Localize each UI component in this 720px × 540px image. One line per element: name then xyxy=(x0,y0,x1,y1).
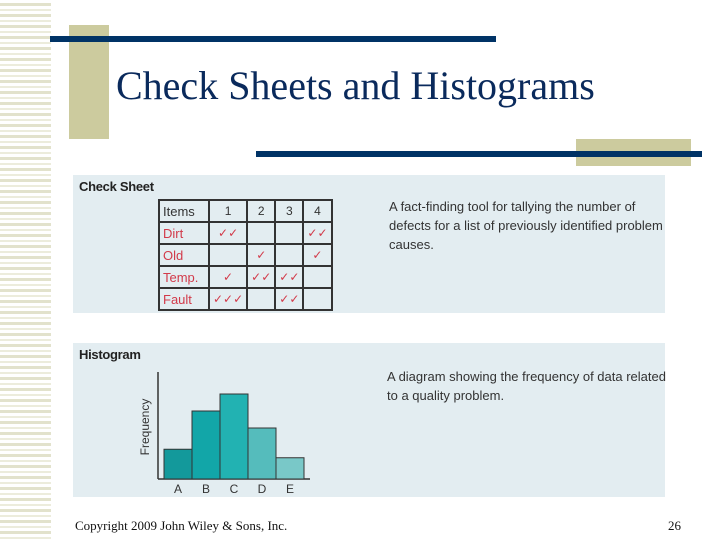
tally-cell: ✓✓ xyxy=(209,222,247,244)
tally-cell: ✓ xyxy=(247,244,275,266)
decorative-block xyxy=(69,25,109,139)
table-row xyxy=(159,288,332,310)
table-row xyxy=(159,244,332,266)
copyright: Copyright 2009 John Wiley & Sons, Inc. xyxy=(75,518,288,533)
check-sheet-table xyxy=(158,199,333,311)
tally-cell: ✓✓ xyxy=(247,266,275,288)
item-cell: Old xyxy=(159,244,209,266)
tally-cell xyxy=(275,244,303,266)
item-cell: Fault xyxy=(159,288,209,310)
decorative-rule xyxy=(256,151,702,157)
slide-title: Check Sheets and Histograms xyxy=(116,63,595,108)
histogram-bar-E xyxy=(276,458,304,479)
page-number: 26 xyxy=(668,518,681,533)
decorative-rule xyxy=(50,36,496,42)
tally-cell xyxy=(303,288,331,310)
x-tick-label: E xyxy=(285,482,295,496)
histogram-bar-D xyxy=(248,428,276,479)
x-tick-label: D xyxy=(257,482,267,496)
check-sheet-description: A fact-finding tool for tallying the number of defects for a list of previously identified problem causes. xyxy=(389,199,663,252)
check-sheet-panel xyxy=(73,175,665,313)
tally-cell xyxy=(247,222,275,244)
tally-cell: ✓ xyxy=(303,244,331,266)
tally-cell: ✓✓✓ xyxy=(209,288,247,310)
item-cell: Dirt xyxy=(159,222,209,244)
column-header: 1 xyxy=(209,200,247,222)
item-cell: Temp. xyxy=(159,266,209,288)
column-header: Items xyxy=(159,200,209,222)
histogram-bar-C xyxy=(220,394,248,479)
histogram-bar-A xyxy=(164,449,192,479)
x-tick-label: C xyxy=(229,482,239,496)
histogram-chart xyxy=(73,343,333,497)
x-tick-label: A xyxy=(173,482,183,496)
table-row xyxy=(159,266,332,288)
check-sheet-heading: Check Sheet xyxy=(79,179,154,194)
table-header-row xyxy=(159,200,332,222)
tally-cell xyxy=(303,266,331,288)
histogram-description: A diagram showing the frequency of data related to a quality problem. xyxy=(387,369,666,403)
histogram-heading: Histogram xyxy=(79,347,141,362)
y-axis-label: Frequency xyxy=(138,398,152,456)
table-row xyxy=(159,222,332,244)
tally-cell: ✓ xyxy=(209,266,247,288)
histogram-panel xyxy=(73,343,665,497)
column-header: 2 xyxy=(247,200,275,222)
tally-cell: ✓✓ xyxy=(275,266,303,288)
tally-cell xyxy=(247,288,275,310)
tally-cell xyxy=(275,222,303,244)
column-header: 4 xyxy=(303,200,331,222)
tally-cell: ✓✓ xyxy=(275,288,303,310)
tally-cell: ✓✓ xyxy=(303,222,331,244)
tally-cell xyxy=(209,244,247,266)
histogram-bar-B xyxy=(192,411,220,479)
x-tick-label: B xyxy=(201,482,211,496)
decorative-stripes xyxy=(0,0,51,540)
column-header: 3 xyxy=(275,200,303,222)
